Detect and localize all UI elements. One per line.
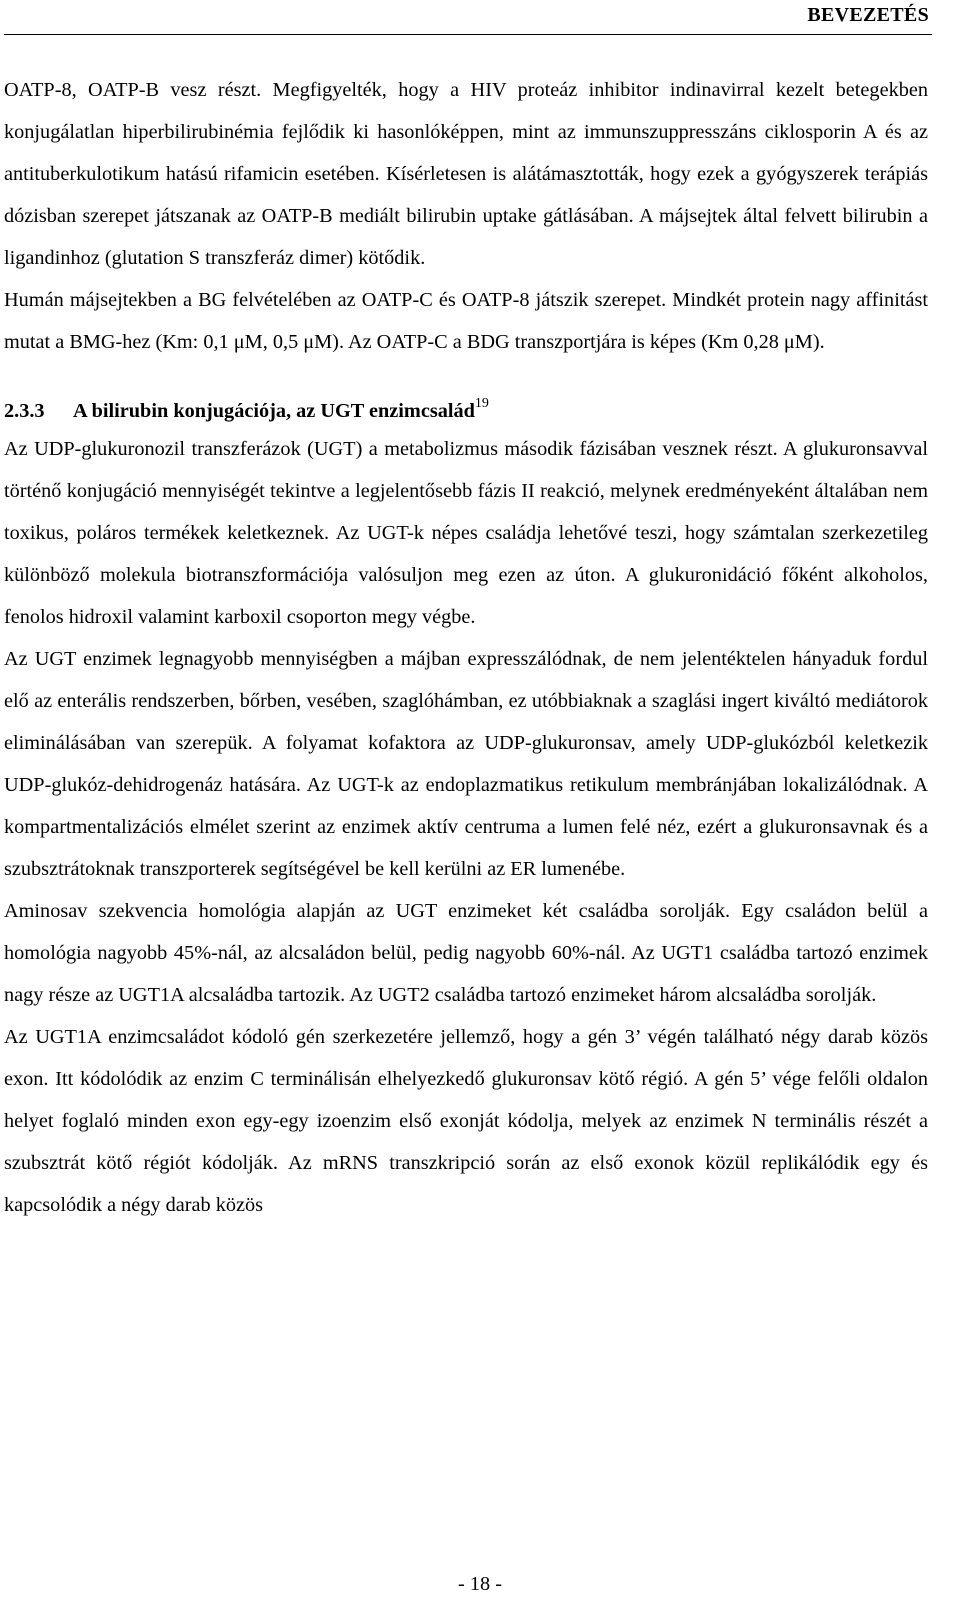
page-number: - 18 -	[458, 1573, 502, 1595]
paragraph-ugt-expression: Az UGT enzimek legnagyobb mennyiségben a májban expresszálódnak, de nem jelentéktelen hányaduk fordul elő az enterális rendszerben, bőrben, vesében, szaglóhámban, ez utóbbiaknak a szaglási ingert kiváltó mediátorok eliminálásában van szerepük. A folyamat kofaktora az UDP-glukuronsav, amely UDP-glukózból keletkezik UDP-glukóz-dehidrogenáz hatására. Az UGT-k az endoplazmatikus retikulum membránjában lokalizálódnak. A kompartmentalizációs elmélet szerint az enzimek aktív centruma a lumen felé néz, ezért a glukuronsavnak és a szubsztrátoknak transzporterek segítségével be kell kerülni az ER lumenébe.	[4, 647, 928, 880]
paragraph-oatp-intro: OATP-8, OATP-B vesz részt. Megfigyelték, hogy a HIV proteáz inhibitor indinavirral kezelt betegekben konjugálatlan hiperbilirubinémia fejlődik ki hasonlóképpen, mint az immunszuppresszáns ciklosporin A és az antituberkulotikum hatású rifamicin esetében. Kísérletesen is alátámasztották, hogy ezek a gyógyszerek terápiás dózisban szerepet játszanak az OATP-B mediált bilirubin uptake gátlásában. A májsejtek által felvett bilirubin a ligandinhoz (glutation S transzferáz dimer) kötődik.	[4, 79, 928, 269]
paragraph-ugt-families: Aminosav szekvencia homológia alapján az UGT enzimeket két családba sorolják. Egy családon belül a homológia nagyobb 45%-nál, az alcsaládon belül, pedig nagyobb 60%-nál. Az UGT1 családba tartozó enzimek nagy része az UGT1A alcsaládba tartozik. Az UGT2 családba tartozó enzimeket három alcsaládba sorolják.	[4, 899, 928, 1006]
section-heading	[4, 389, 928, 428]
section-spacer	[4, 363, 928, 389]
running-header: BEVEZETÉS	[807, 4, 929, 26]
section-number: 2.3.3	[4, 399, 45, 422]
paragraph-ugt1a-gene: Az UGT1A enzimcsaládot kódoló gén szerkezetére jellemző, hogy a gén 3’ végén található négy darab közös exon. Itt kódolódik az enzim C terminálisán elhelyezkedő glukuronsav kötő régió. A gén 5’ vége felőli oldalon helyet foglaló minden exon egy-egy izoenzim első exonját kódolja, melyek az enzimek N terminális részét a szubsztrát kötő régiót kódolják. Az mRNS transzkripció során az első exonok közül replikálódik egy és kapcsolódik a négy darab közös	[4, 1025, 928, 1216]
section-reference: 19	[474, 396, 489, 411]
header-rule	[4, 34, 932, 35]
page-body	[4, 69, 928, 1226]
paragraph-ugt-intro: Az UDP-glukuronozil transzferázok (UGT) a metabolizmus második fázisában vesznek részt. A glukuronsavval történő konjugáció mennyiségét tekintve a legjelentősebb fázis II reakció, melynek eredményeként általában nem toxikus, poláros termékek keletkeznek. Az UGT-k népes családja lehetővé teszi, hogy számtalan szerkezetileg különböző molekula biotranszformációja valósuljon meg ezen az úton. A glukuronidáció főként alkoholos, fenolos hidroxil valamint karboxil csoporton megy végbe.	[4, 437, 928, 628]
paragraph-human-hepatocytes: Humán májsejtekben a BG felvételében az OATP-C és OATP-8 játszik szerepet. Mindkét protein nagy affinitást mutat a BMG-hez (Km: 0,1 μM, 0,5 μM). Az OATP-C a BDG transzportjára is képes (Km 0,28 μM).	[4, 289, 928, 353]
section-title: A bilirubin konjugációja, az UGT enzimcsalád	[73, 399, 475, 422]
